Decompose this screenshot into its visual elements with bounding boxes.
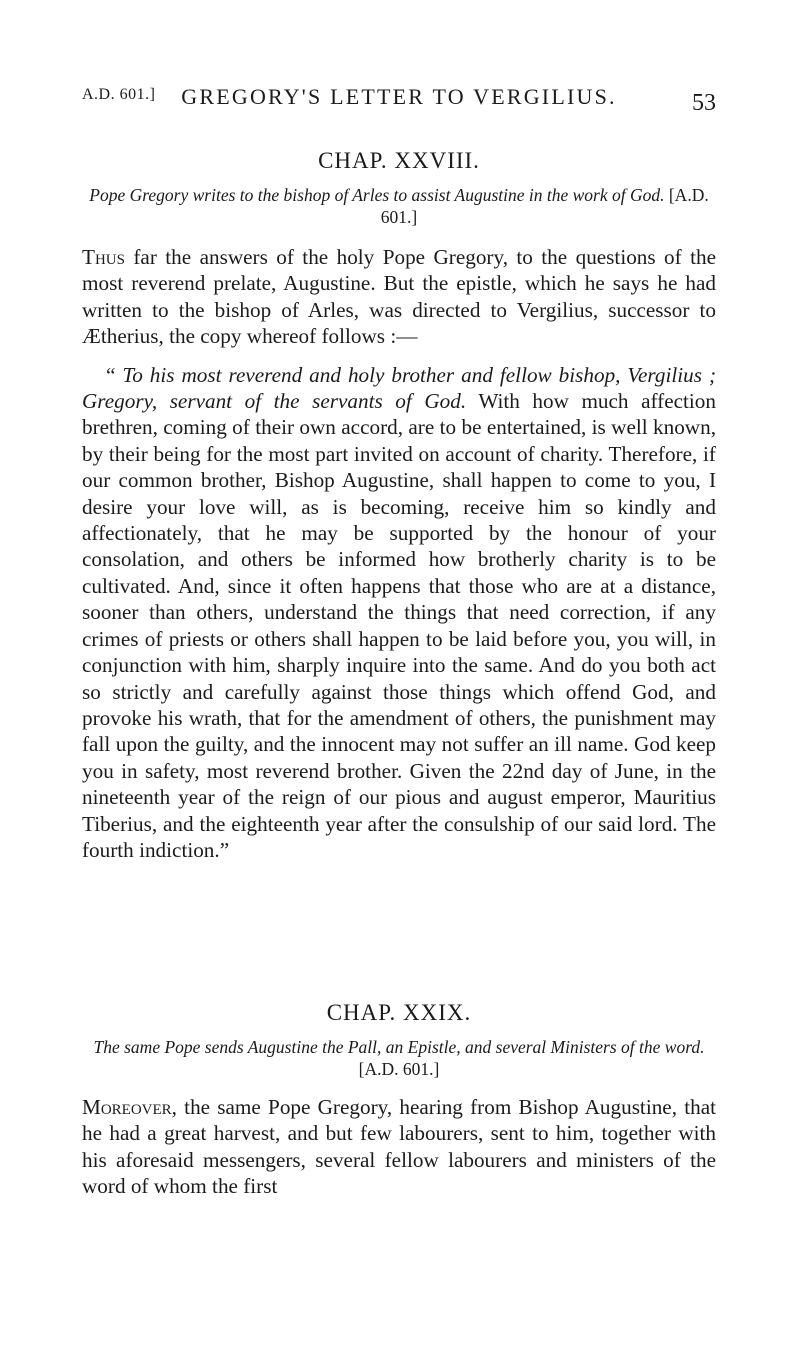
chapter-summary-date: [A.D. 601.] <box>380 185 709 227</box>
running-head <box>82 82 716 116</box>
chapter-summary-text: The same Pope sends Augustine the Pall, an Epistle, and several Ministers of the word. <box>93 1037 705 1057</box>
opening-word: Moreover, <box>82 1095 177 1119</box>
chapter-title: CHAP. XXVIII. <box>318 148 480 173</box>
chapter-summary-text: Pope Gregory writes to the bishop of Arles to assist Augustine in the work of God. <box>89 185 665 205</box>
letter-body: With how much affection brethren, coming of their own accord, are to be entertained, is well known, by their being for the most part invited on account of charity. Therefore, if our common brother, Bishop Augustine, shall happen to come to you, I desire your love will, as is becoming, receive him so kindly and affectionately, that he may be supported by the honour of your consolation, and others be informed how brotherly charity is to be cultivated. And, since it often happens that those who are at a distance, sooner than others, understand the things that need correction, if any crimes of priests or others shall happen to be laid before you, you will, in conjunction with him, sharply inquire into the same. And do you both act so strictly and carefully against those things which offend God, and provoke his wrath, that for the amendment of others, the punishment may fall upon the guilty, and the innocent may not suffer an ill name. God keep you in safety, most reverend brother. Given the 22nd day of June, in the nineteenth year of the reign of our pious and august emperor, Mauritius Tiberius, and the eighteenth year after the consulship of our said lord. The fourth indiction.” <box>82 389 716 862</box>
chapter-summary <box>88 1036 710 1080</box>
page-number: 53 <box>692 90 716 116</box>
chapter-summary-date: [A.D. 601.] <box>358 1059 440 1079</box>
letter-quote-open: “ <box>106 362 123 387</box>
chapter-paragraph <box>82 244 716 350</box>
chapter-title: CHAP. XXIX. <box>326 1000 472 1025</box>
opening-word: Thus <box>82 245 125 269</box>
paragraph-text: the same Pope Gregory, hearing from Bishop Augustine, that he had a great harvest, and but few labourers, sent to him, together with his aforesaid messengers, several fellow labourers and ministers of the word of whom the first <box>82 1095 716 1199</box>
paragraph-text: far the answers of the holy Pope Gregory, to the questions of the most reverend prelate, Augustine. But the epistle, which he says he had written to the bishop of Arles, was directed to Vergilius, successor to Ætherius, the copy whereof follows :— <box>82 245 716 349</box>
chapter-paragraph <box>82 1094 716 1200</box>
chapter-summary <box>88 184 710 228</box>
letter-salutation: To his most reverend and holy brother and fellow bishop, Vergilius ; Gregory, servant of the servants of God. <box>82 362 717 414</box>
letter-paragraph <box>82 362 716 864</box>
chapter-29 <box>82 1000 716 1200</box>
running-head-date: A.D. 601.] <box>82 86 156 103</box>
running-head-title: GREGORY'S LETTER TO VERGILIUS. <box>181 84 617 109</box>
chapter-28 <box>82 148 716 863</box>
